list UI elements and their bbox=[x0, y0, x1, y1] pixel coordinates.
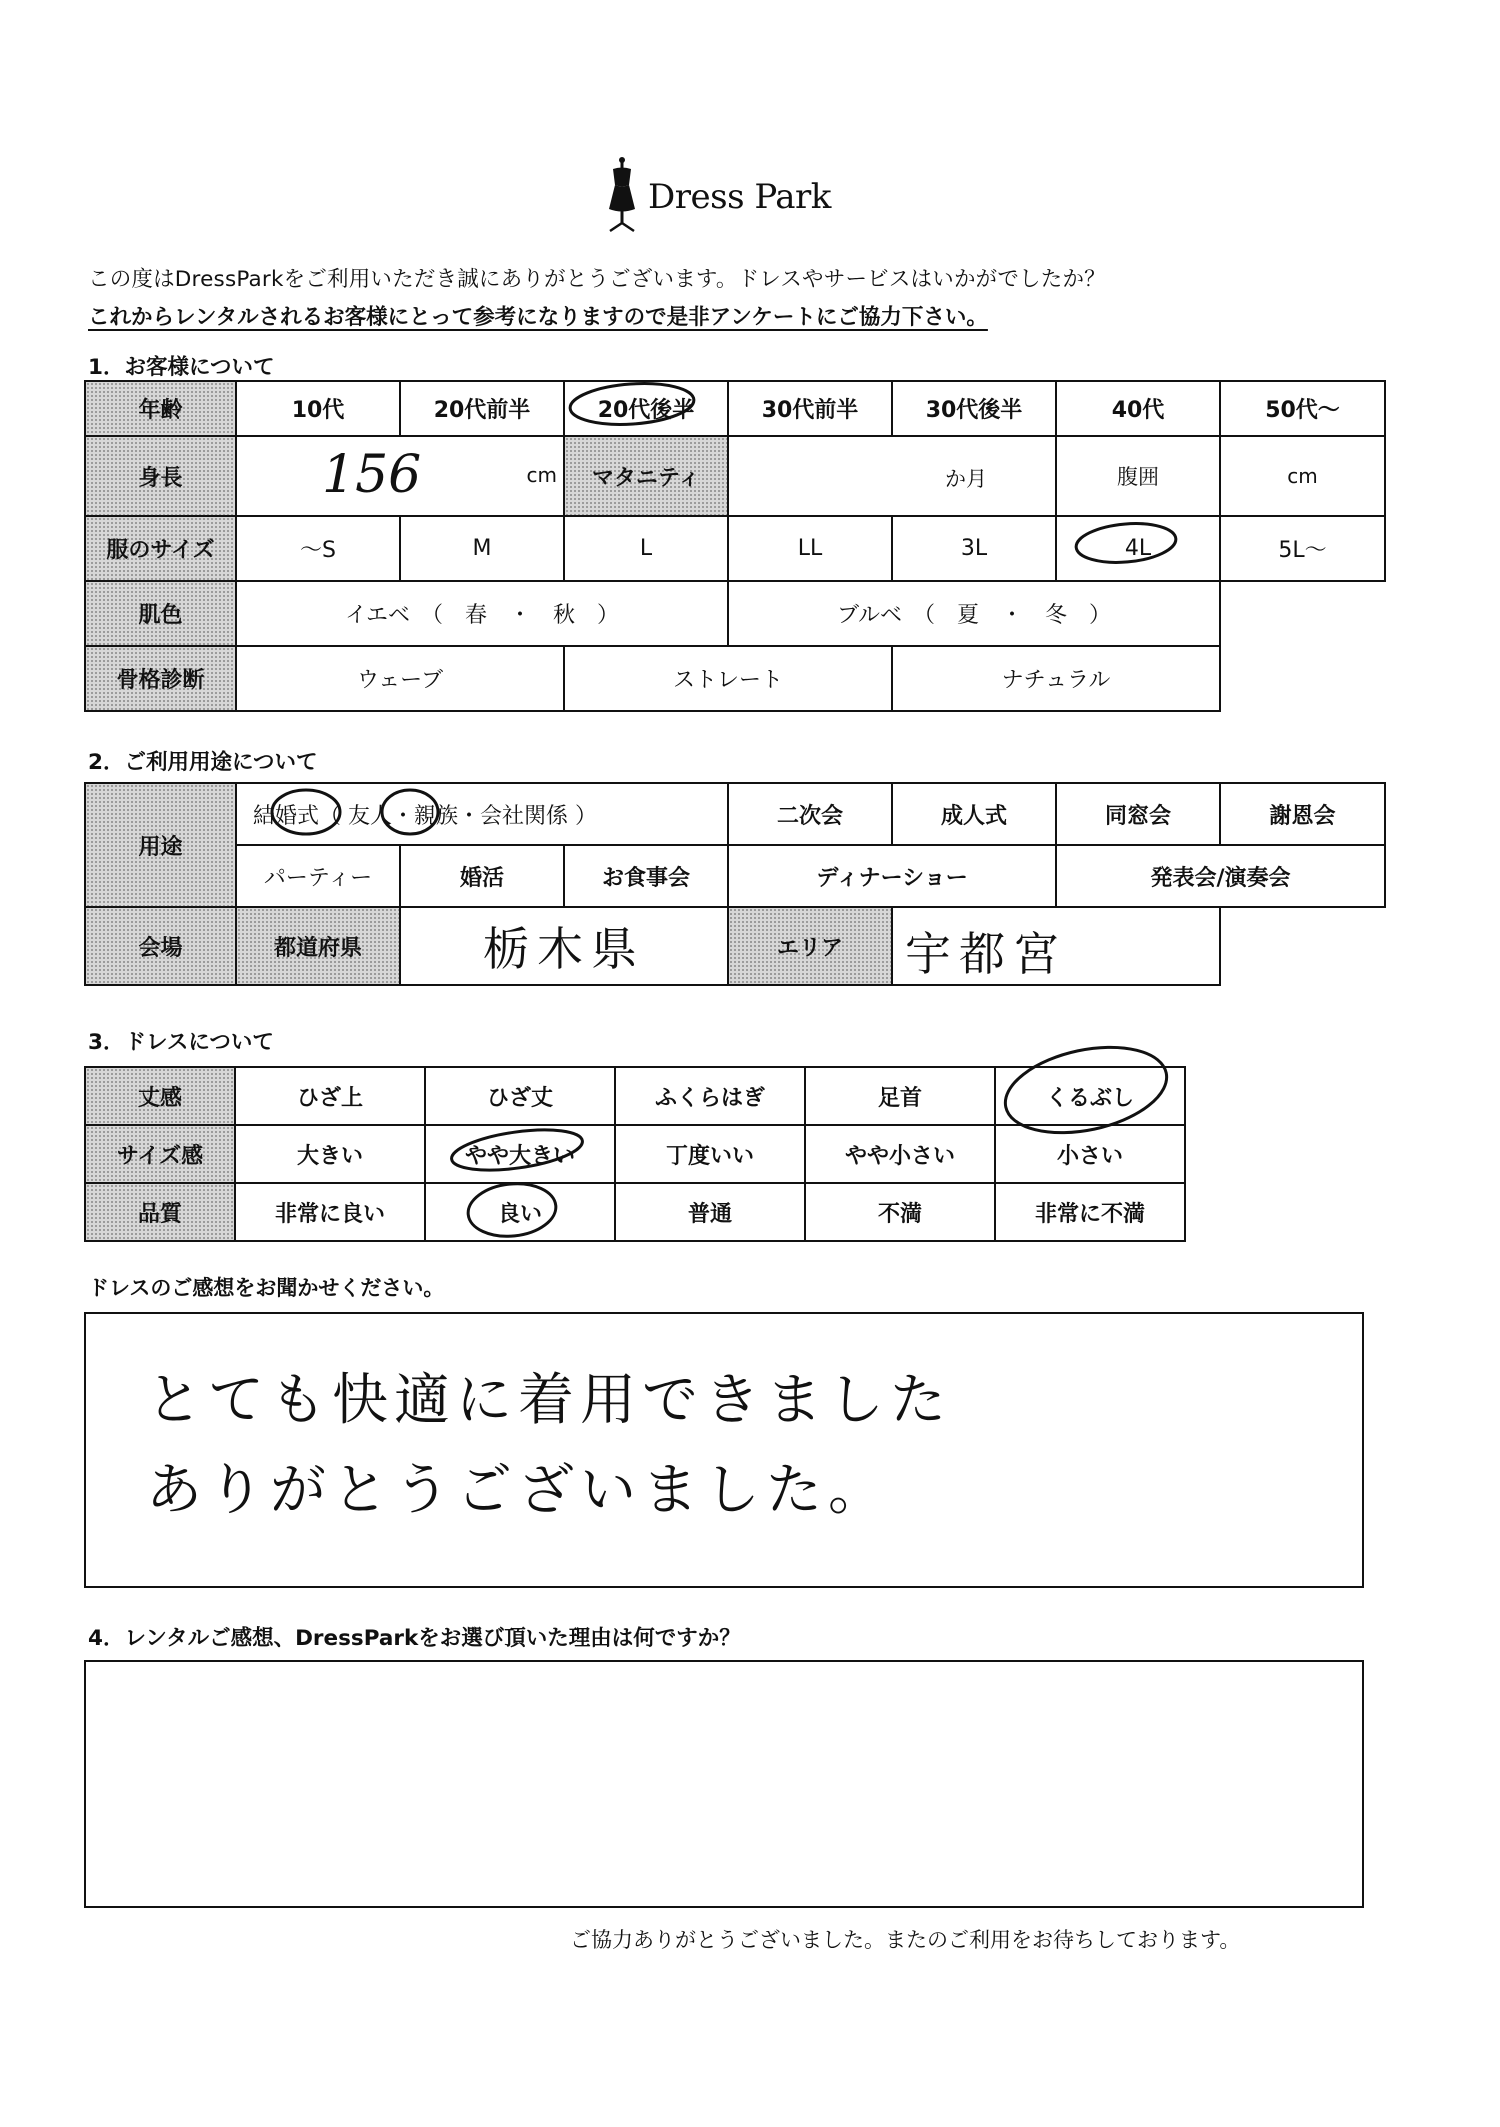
length-option[interactable]: ふくらはぎ bbox=[615, 1067, 805, 1125]
quality-option-selected[interactable]: 良い bbox=[425, 1183, 615, 1241]
fit-row bbox=[85, 1125, 1185, 1183]
venue-label: 会場 bbox=[85, 907, 236, 985]
prefecture-value: 栃木県 bbox=[483, 922, 646, 976]
purpose-table bbox=[84, 782, 1386, 986]
length-option[interactable]: ひざ上 bbox=[235, 1067, 425, 1125]
fit-label: サイズ感 bbox=[85, 1125, 235, 1183]
maternity-months-unit: か月 bbox=[945, 467, 987, 491]
intro-text: この度はDressParkをご利用いただき誠にありがとうございます。ドレスやサービスはいかがでしたか？ bbox=[88, 267, 1106, 292]
height-row bbox=[85, 436, 1385, 516]
purpose-option[interactable]: 謝恩会 bbox=[1220, 783, 1385, 845]
customer-info-table bbox=[84, 380, 1386, 712]
age-option[interactable]: 10代 bbox=[236, 381, 400, 436]
size-row bbox=[85, 516, 1385, 581]
purpose-option[interactable]: 婚活 bbox=[400, 845, 564, 907]
fit-option[interactable]: 小さい bbox=[995, 1125, 1185, 1183]
size-option[interactable]: LL bbox=[728, 516, 892, 581]
size-option[interactable]: 5L〜 bbox=[1220, 516, 1385, 581]
age-option[interactable]: 50代〜 bbox=[1220, 381, 1385, 436]
reason-textarea[interactable] bbox=[84, 1660, 1364, 1908]
purpose-option[interactable]: 成人式 bbox=[892, 783, 1056, 845]
prefecture-field[interactable] bbox=[400, 907, 728, 985]
waist-label: 腹囲 bbox=[1056, 436, 1220, 516]
height-label: 身長 bbox=[85, 436, 236, 516]
frame-option[interactable]: ウェーブ bbox=[236, 646, 564, 711]
length-row bbox=[85, 1067, 1185, 1125]
purpose-option[interactable]: ディナーショー bbox=[728, 845, 1056, 907]
quality-label: 品質 bbox=[85, 1183, 235, 1241]
frame-option[interactable]: ストレート bbox=[564, 646, 892, 711]
purpose-row-1 bbox=[85, 783, 1385, 845]
age-option[interactable]: 40代 bbox=[1056, 381, 1220, 436]
height-value: 156 bbox=[322, 445, 422, 505]
fit-option[interactable]: 丁度いい bbox=[615, 1125, 805, 1183]
frame-label: 骨格診断 bbox=[85, 646, 236, 711]
purpose-row-2 bbox=[85, 845, 1385, 907]
section1-title: 1．お客様について bbox=[88, 355, 275, 380]
maternity-months-field[interactable] bbox=[728, 436, 1056, 516]
impression-label: ドレスのご感想をお聞かせください。 bbox=[88, 1276, 445, 1300]
section3-title: 3．ドレスについて bbox=[88, 1030, 274, 1055]
height-unit: cm bbox=[526, 463, 557, 487]
skin-yellow-base[interactable]: イエベ （ 春 ・ 秋 ） bbox=[236, 581, 728, 646]
age-option[interactable]: 30代後半 bbox=[892, 381, 1056, 436]
fit-option[interactable]: 大きい bbox=[235, 1125, 425, 1183]
age-option[interactable]: 30代前半 bbox=[728, 381, 892, 436]
size-option-selected[interactable]: 4L bbox=[1056, 516, 1220, 581]
dresspark-logo bbox=[600, 155, 840, 245]
purpose-option[interactable]: 同窓会 bbox=[1056, 783, 1220, 845]
frame-option[interactable]: ナチュラル bbox=[892, 646, 1220, 711]
footer-thanks: ご協力ありがとうございました。またのご利用をお待ちしております。 bbox=[570, 1928, 1241, 1952]
purpose-option[interactable]: 二次会 bbox=[728, 783, 892, 845]
size-label: 服のサイズ bbox=[85, 516, 236, 581]
area-label: エリア bbox=[728, 907, 892, 985]
length-option-selected[interactable]: くるぶし bbox=[995, 1067, 1185, 1125]
section4-title: 4．レンタルご感想、DressParkをお選び頂いた理由は何ですか？ bbox=[88, 1626, 741, 1651]
purpose-option[interactable]: 発表会/演奏会 bbox=[1056, 845, 1385, 907]
section2-title: 2．ご利用用途について bbox=[88, 750, 318, 775]
area-value: 宇都宮 bbox=[905, 927, 1068, 981]
skin-label: 肌色 bbox=[85, 581, 236, 646]
waist-field[interactable] bbox=[1220, 436, 1385, 516]
age-label: 年齢 bbox=[85, 381, 236, 436]
impression-line: ありがとうございました。 bbox=[146, 1458, 890, 1523]
dress-table bbox=[84, 1066, 1186, 1242]
waist-unit: cm bbox=[1287, 463, 1318, 488]
wedding-option[interactable]: 結婚式（ 友人・親族・会社関係 ） bbox=[236, 783, 728, 845]
size-option[interactable]: 3L bbox=[892, 516, 1056, 581]
skin-row bbox=[85, 581, 1385, 646]
quality-option[interactable]: 非常に良い bbox=[235, 1183, 425, 1241]
prefecture-label: 都道府県 bbox=[236, 907, 400, 985]
area-field[interactable] bbox=[892, 907, 1220, 985]
dress-form-icon bbox=[602, 155, 642, 235]
age-row bbox=[85, 381, 1385, 436]
fit-option-selected[interactable]: やや大きい bbox=[425, 1125, 615, 1183]
maternity-label: マタニティ bbox=[564, 436, 728, 516]
age-option-selected[interactable]: 20代後半 bbox=[564, 381, 728, 436]
length-label: 丈感 bbox=[85, 1067, 235, 1125]
size-option[interactable]: M bbox=[400, 516, 564, 581]
length-option[interactable]: ひざ丈 bbox=[425, 1067, 615, 1125]
purpose-label: 用途 bbox=[85, 783, 236, 907]
size-option[interactable]: 〜S bbox=[236, 516, 400, 581]
impression-line: とても快適に着用できました bbox=[146, 1368, 952, 1433]
purpose-option[interactable]: お食事会 bbox=[564, 845, 728, 907]
intro-request: これからレンタルされるお客様にとって参考になりますので是非アンケートにご協力下さい。 bbox=[88, 305, 988, 330]
age-option[interactable]: 20代前半 bbox=[400, 381, 564, 436]
venue-row bbox=[85, 907, 1385, 985]
logo-text: Dress Park bbox=[648, 177, 831, 217]
skin-blue-base[interactable]: ブルベ （ 夏 ・ 冬 ） bbox=[728, 581, 1220, 646]
fit-option[interactable]: やや小さい bbox=[805, 1125, 995, 1183]
purpose-option[interactable]: パーティー bbox=[236, 845, 400, 907]
length-option[interactable]: 足首 bbox=[805, 1067, 995, 1125]
height-field[interactable] bbox=[236, 436, 564, 516]
quality-row bbox=[85, 1183, 1185, 1241]
quality-option[interactable]: 普通 bbox=[615, 1183, 805, 1241]
size-option[interactable]: L bbox=[564, 516, 728, 581]
impression-textarea[interactable] bbox=[84, 1312, 1364, 1588]
quality-option[interactable]: 非常に不満 bbox=[995, 1183, 1185, 1241]
frame-row bbox=[85, 646, 1385, 711]
quality-option[interactable]: 不満 bbox=[805, 1183, 995, 1241]
